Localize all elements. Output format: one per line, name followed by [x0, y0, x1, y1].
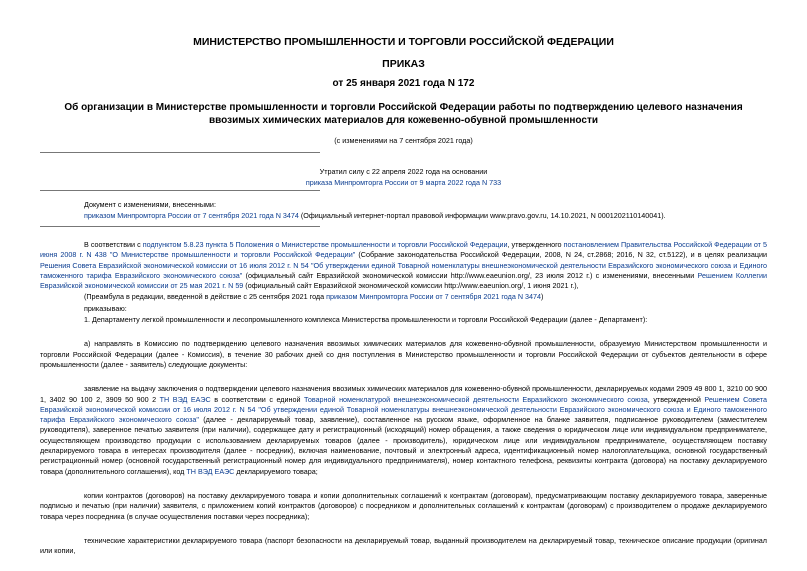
text-run: (официальный сайт Евразийской экономической комиссии http://www.eaeunion.org/, 1 июня 2021 г.),: [243, 281, 579, 291]
text-run: ): [541, 292, 544, 302]
amendment-order-link[interactable]: приказом Минпромторга России от 7 сентября 2021 года N 3474: [84, 211, 299, 220]
commodity-nomenclature-link[interactable]: Товарной номенклатурой внешнеэкономической деятельности Евразийского экономического союза: [304, 394, 648, 404]
tnved-link[interactable]: ТН ВЭД ЕАЭС: [159, 394, 211, 404]
document-body: [40, 240, 767, 562]
item-a: а) направлять в Комиссию по подтверждению целевого назначения ввозимых химических материалов для кожевенно-обувной промышленности, образуемую Министерством промышленности и торговли Российской Федерации (далее - Комиссия), в течение 30 рабочих дней со дня поступления в Министерство промышленности и торговли Российской Федерации от субъектов деятельности в сфере промышленности (далее - заявитель) следующие документы:: [40, 339, 767, 369]
text-run: , утвержденной: [647, 394, 705, 404]
contracts-paragraph: копии контрактов (договоров) на поставку декларируемого товара и копии дополнительных соглашений к контрактам (договорам), предусматривающим поставку декларируемого товара, заверенные подписью и печатью (при наличии) заявителя, с приложением копий контрактов (договоров) с посредником и дополнительных соглашений к контрактам (договорам) с производителем о продаже декларируемого товара через посредника (в случае осуществления поставки через посредника);: [40, 490, 767, 521]
text-run: , утвержденного: [507, 240, 564, 249]
divider: [40, 190, 320, 191]
text-run: заявление на выдачу заключения о подтверждении целевого назначения ввозимых химических материалов для кожевенно-обувной промышленности, декларируемых кодами 2909 49 800 1, 3210 00 900 1, 3402 90 100 2, 3909 50 900 2: [40, 384, 767, 404]
order-heading: ПРИКАЗ: [382, 58, 425, 70]
orders-line: приказываю:: [84, 303, 127, 313]
text-run: в соответствии с единой: [210, 394, 304, 404]
doc-changes-source: (Официальный интернет-портал правовой информации www.pravo.gov.ru, 14.10.2021, N 0001202110140041).: [298, 211, 666, 220]
expired-link[interactable]: приказа Минпромторга России от 9 марта 2022 года N 733: [305, 178, 502, 187]
doc-changes-block: [84, 199, 784, 221]
document-title: Об организации в Министерстве промышленности и торговли Российской Федерации работы по подтверждению целевого назначения ввозимых химических материалов для кожевенно-обувной промышленности: [64, 102, 743, 126]
doc-changes-label: Документ с изменениями, внесенными:: [84, 200, 216, 209]
application-paragraph: [40, 384, 767, 477]
eec-council-decision-link[interactable]: Решением Совета Евразийской экономической комиссии от 16 июля 2012 г. N 54 "Об утверждении единой Товарной номенклатуры внешнеэкономической деятельности Евразийского экономического союза и Единого таможенного тарифа Евразийского экономического союза": [40, 394, 767, 425]
government-decree-link[interactable]: постановлением Правительства Российской Федерации от 5 июня 2008 г. N 438 "О Министерстве промышленности и торговли Российской Федерации": [40, 240, 767, 260]
amendment-order-link[interactable]: приказом Минпромторга России от 7 сентября 2021 года N 3474: [326, 292, 541, 302]
changes-note: (с изменениями на 7 сентября 2021 года): [334, 136, 473, 145]
text-run: декларируемого товара;: [234, 466, 318, 476]
text-run: В соответствии с: [84, 240, 143, 249]
text-run: (официальный сайт Евразийской экономической комиссии http://www.eaeunion.org/, 23 июля 2012 г.) с изменениями, внесенными: [242, 270, 698, 280]
item-1: 1. Департаменту легкой промышленности и лесопромышленного комплекса Министерства промышленности и торговли Российской Федерации (далее - Департамент):: [84, 315, 648, 325]
preamble-paragraph: [40, 240, 767, 291]
preamble-edition-note: [40, 292, 767, 302]
order-date: от 25 января 2021 года N 172: [332, 78, 475, 89]
tnved-link[interactable]: ТН ВЭД ЕАЭС: [186, 466, 235, 476]
ministry-heading: МИНИСТЕРСТВО ПРОМЫШЛЕННОСТИ И ТОРГОВЛИ РОССИЙСКОЙ ФЕДЕРАЦИИ: [193, 36, 614, 48]
expired-text: Утратил силу с 22 апреля 2022 года на основании: [319, 167, 488, 176]
regulation-link[interactable]: подпунктом 5.8.23 пункта 5 Положения о Министерстве промышленности и торговли Российской Федерации: [142, 240, 508, 249]
divider: [40, 152, 320, 153]
eec-board-decision-link[interactable]: Решением Коллегии Евразийской экономической комиссии от 25 мая 2021 г. N 59: [40, 270, 767, 291]
text-run: (Преамбула в редакции, введенной в действие с 25 сентября 2021 года: [84, 292, 327, 302]
text-run: (Собрание законодательства Российской Федерации, 2008, N 24, ст.2868; 2016, N 32, ст.5122), и в целях реализации: [355, 250, 767, 260]
expired-notice: [0, 166, 807, 188]
eec-council-decision-link[interactable]: Решения Совета Евразийской экономической комиссии от 16 июля 2012 г. N 54 "Об утверждении единой Товарной номенклатуры внешнеэкономической деятельности Евразийского экономического союза и Единого таможенного тарифа Евразийского экономического союза": [40, 260, 767, 280]
technical-paragraph: технические характеристики декларируемого товара (паспорт безопасности на декларируемый товар, выданный производителем на декларируемый товар, техническое описание продукции (оригинал или копии,: [40, 535, 767, 556]
divider: [40, 226, 320, 227]
text-run: (далее - декларируемый товар, заявление), составленное на русском языке, оформленное на бланке заявителя, подписанное руководителем (заместителем руководителя), заверенное печатью заявителя (при наличии), содержащее дату и регистрационный (исходящий) номер обращения, а также сведения о юридическом лице или индивидуальном предпринимателе, осуществляющем производство продукции с использованием декларируемых товаров (далее - производитель), юридическом лице или индивидуальном предпринимателе, осуществляющем поставку декларируемого товара в интересах производителя (далее - посредник), включая наименование, почтовый и электронный адреса, идентификационный номер налогоплательщика, основной государственный регистрационный номер (основной государственный регистрационный номер для индивидуального предпринимателя), номер контактного телефона, реквизиты контракта (договора) на поставку декларируемого товара (дополнительного соглашения), код: [40, 415, 767, 476]
doc-changes-line: [84, 210, 784, 221]
